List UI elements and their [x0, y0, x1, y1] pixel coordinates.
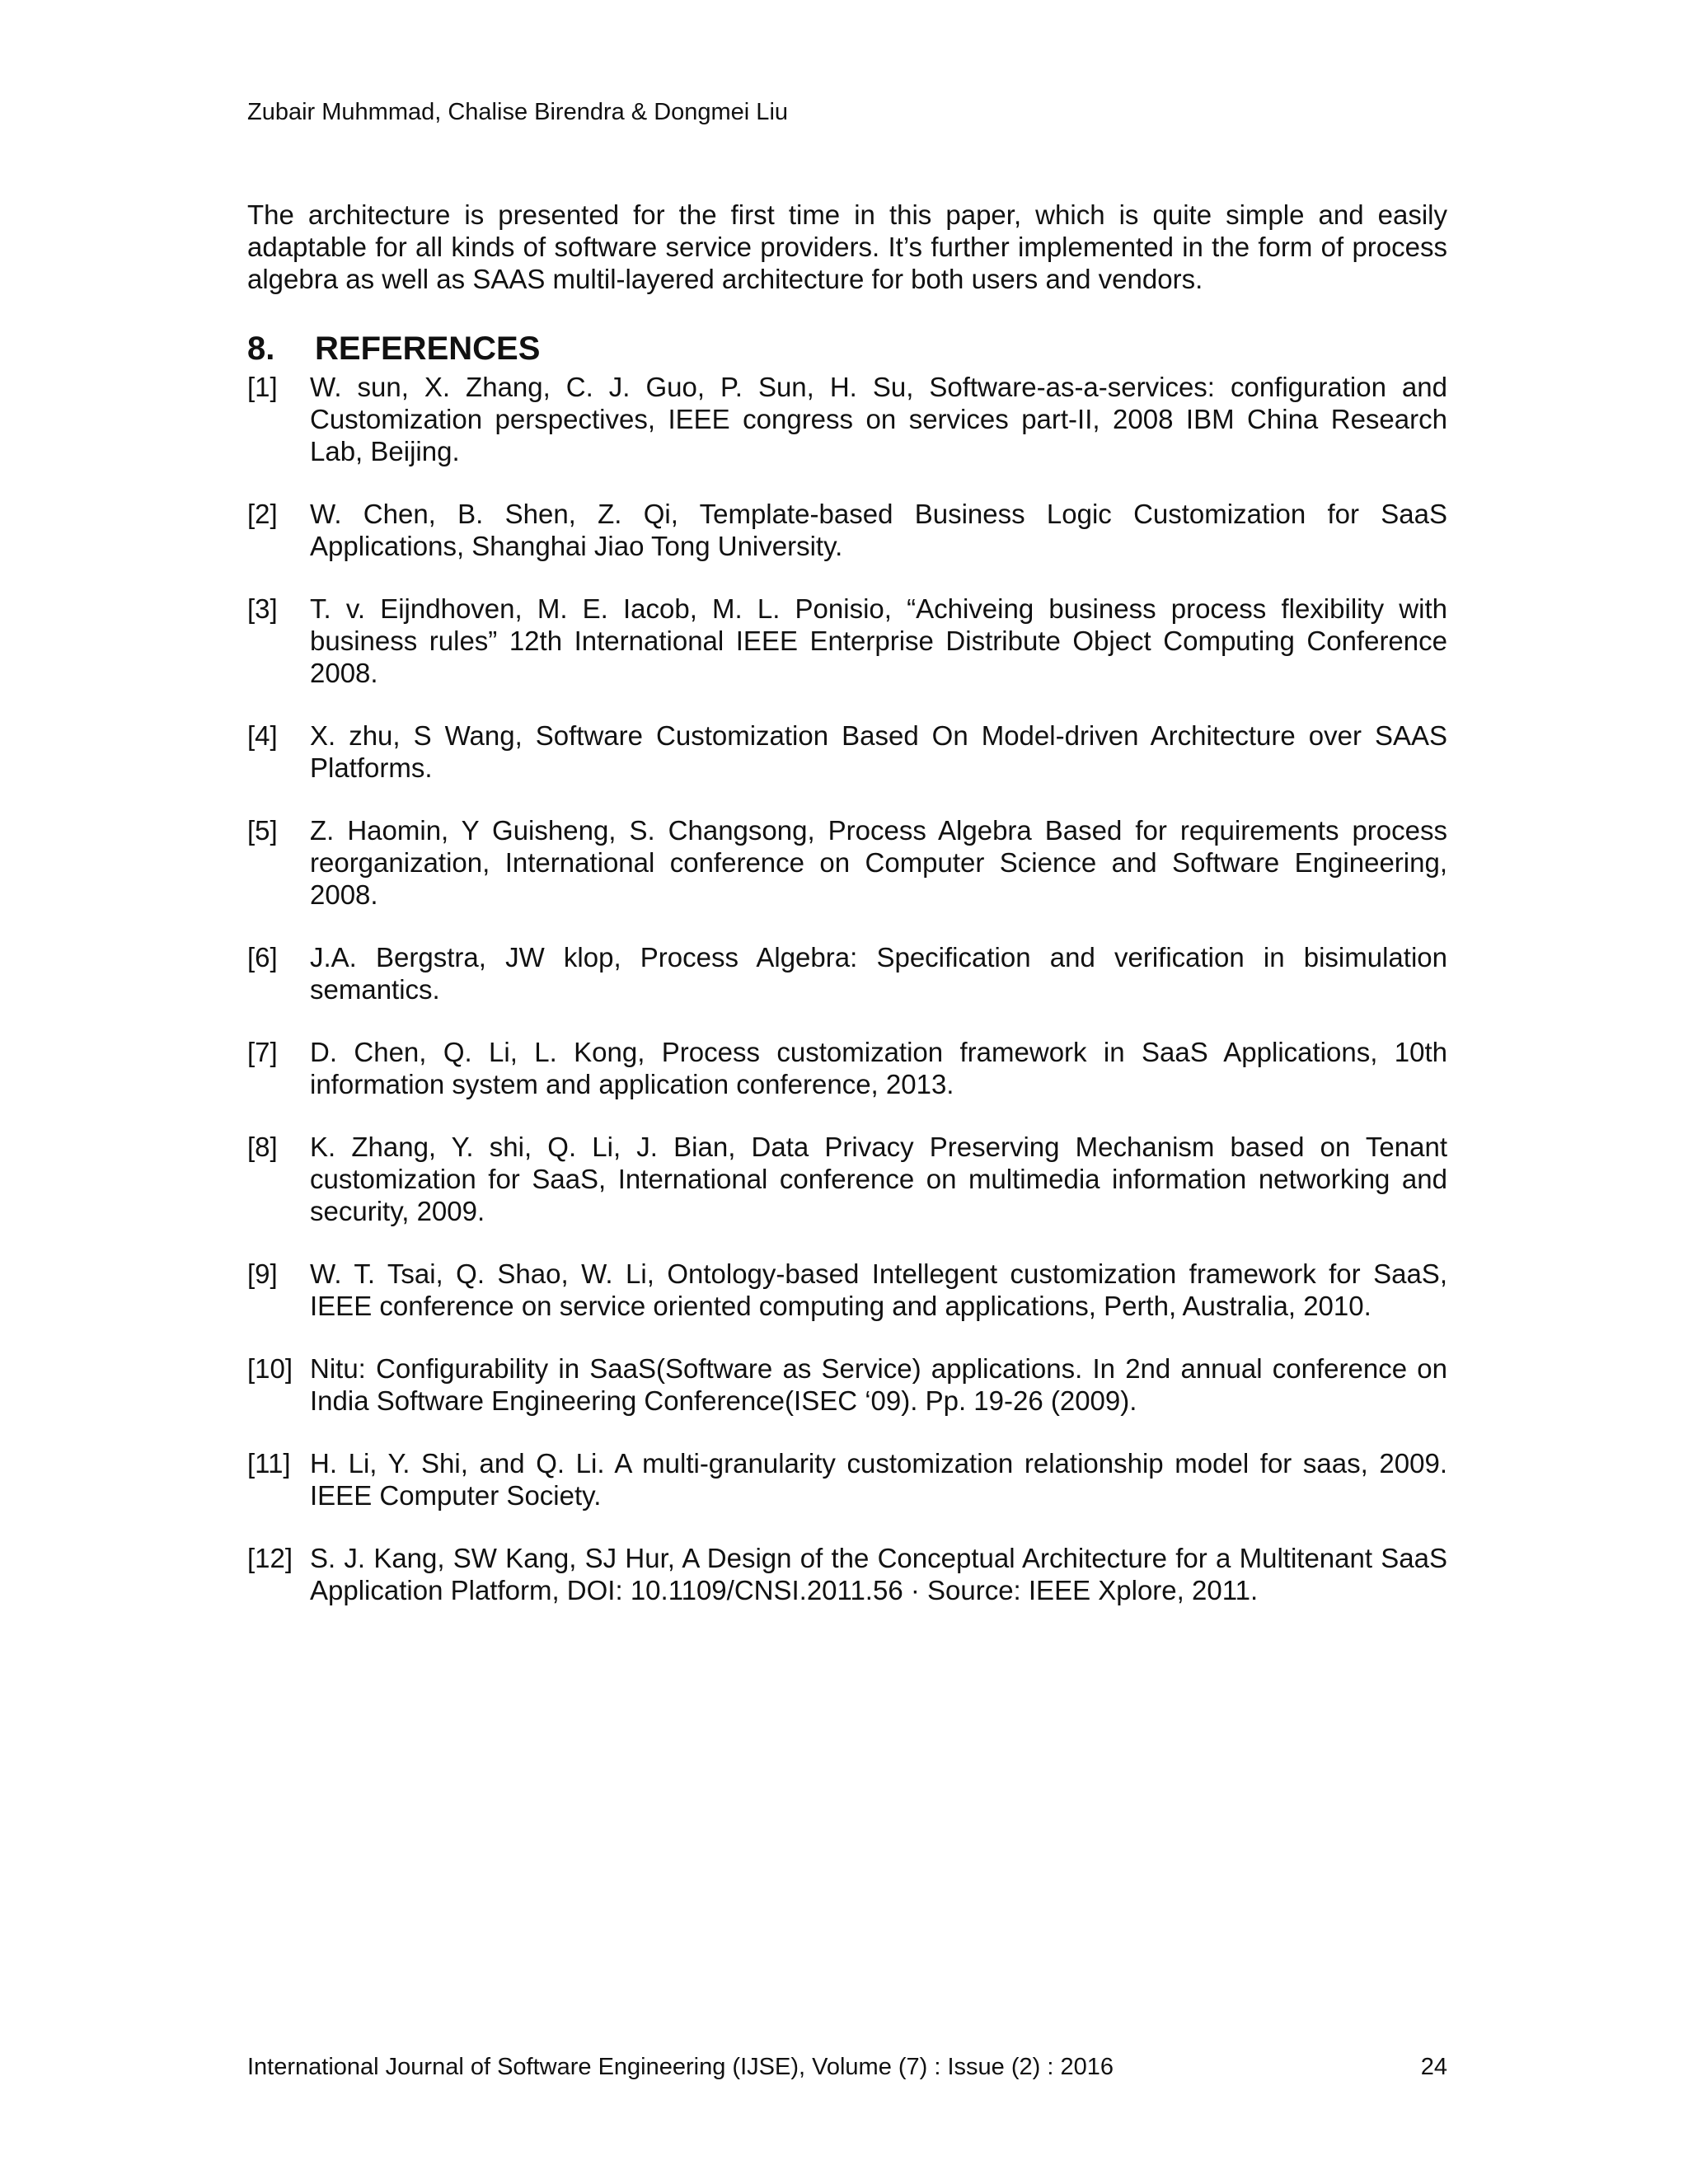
reference-number: [2]	[247, 499, 278, 529]
reference-item	[247, 814, 1447, 911]
reference-text: W. Chen, B. Shen, Z. Qi, Template-based Business Logic Customization for SaaS Applications, Shanghai Jiao Tong University.	[310, 499, 1447, 561]
reference-number: [7]	[247, 1037, 278, 1067]
reference-item	[247, 371, 1447, 467]
reference-text: S. J. Kang, SW Kang, SJ Hur, A Design of the Conceptual Architecture for a Multitenant SaaS Application Platform, DOI: 10.1109/CNSI.2011.56 · Source: IEEE Xplore, 2011.	[310, 1543, 1447, 1605]
reference-item	[247, 1131, 1447, 1227]
reference-item	[247, 1542, 1447, 1606]
page-footer	[247, 2052, 1447, 2082]
reference-text: X. zhu, S Wang, Software Customization Based On Model-driven Architecture over SAAS Platforms.	[310, 720, 1447, 783]
reference-item	[247, 1258, 1447, 1322]
reference-item	[247, 1447, 1447, 1511]
journal-citation: International Journal of Software Engineering (IJSE), Volume (7) : Issue (2) : 2016	[247, 2054, 1114, 2080]
reference-text: J.A. Bergstra, JW klop, Process Algebra: Specification and verification in bisimulation semantics.	[310, 942, 1447, 1005]
reference-item	[247, 719, 1447, 784]
reference-number: [8]	[247, 1132, 278, 1162]
reference-number: [5]	[247, 815, 278, 846]
reference-number: [12]	[247, 1543, 293, 1573]
reference-text: W. sun, X. Zhang, C. J. Guo, P. Sun, H. Su, Software-as-a-services: configuration and Customization perspectives, IEEE congress on services part-II, 2008 IBM China Research Lab, Beijing.	[310, 372, 1447, 466]
reference-text: Nitu: Configurability in SaaS(Software as Service) applications. In 2nd annual conference on India Software Engineering Conference(ISEC ‘09). Pp. 19-26 (2009).	[310, 1353, 1447, 1416]
reference-item	[247, 1036, 1447, 1100]
reference-number: [4]	[247, 720, 278, 751]
reference-text: K. Zhang, Y. shi, Q. Li, J. Bian, Data Privacy Preserving Mechanism based on Tenant customization for SaaS, International conference on multimedia information networking and security, 2009.	[310, 1132, 1447, 1226]
reference-text: D. Chen, Q. Li, L. Kong, Process customization framework in SaaS Applications, 10th information system and application conference, 2013.	[310, 1037, 1447, 1099]
reference-number: [11]	[247, 1448, 291, 1479]
intro-paragraph: The architecture is presented for the first time in this paper, which is quite simple and easily adaptable for all kinds of software service providers. It’s further implemented in the form of process algebra as well as SAAS multil-layered architecture for both users and vendors.	[247, 199, 1447, 294]
reference-item	[247, 593, 1447, 689]
reference-number: [10]	[247, 1353, 293, 1384]
reference-item	[247, 1352, 1447, 1417]
reference-item	[247, 941, 1447, 1005]
reference-number: [3]	[247, 593, 278, 624]
section-title: REFERENCES	[315, 330, 541, 367]
page-number: 24	[1420, 2054, 1447, 2080]
reference-text: Z. Haomin, Y Guisheng, S. Changsong, Process Algebra Based for requirements process reorganization, International conference on Computer Science and Software Engineering, 2008.	[310, 815, 1447, 910]
reference-text: H. Li, Y. Shi, and Q. Li. A multi-granularity customization relationship model for saas, 2009. IEEE Computer Society.	[310, 1448, 1447, 1511]
reference-text: W. T. Tsai, Q. Shao, W. Li, Ontology-based Intellegent customization framework for SaaS, IEEE conference on service oriented computing and applications, Perth, Australia, 2010.	[310, 1258, 1447, 1321]
running-head: Zubair Muhmmad, Chalise Birendra & Dongmei Liu	[247, 99, 789, 125]
section-number: 8.	[247, 330, 275, 367]
reference-list	[247, 371, 1447, 1637]
reference-number: [6]	[247, 942, 278, 972]
reference-text: T. v. Eijndhoven, M. E. Iacob, M. L. Ponisio, “Achiveing business process flexibility with business rules” 12th International IEEE Enterprise Distribute Object Computing Conference 2008.	[310, 593, 1447, 688]
reference-number: [1]	[247, 372, 278, 402]
reference-number: [9]	[247, 1258, 278, 1289]
reference-item	[247, 498, 1447, 562]
section-heading	[247, 330, 540, 368]
